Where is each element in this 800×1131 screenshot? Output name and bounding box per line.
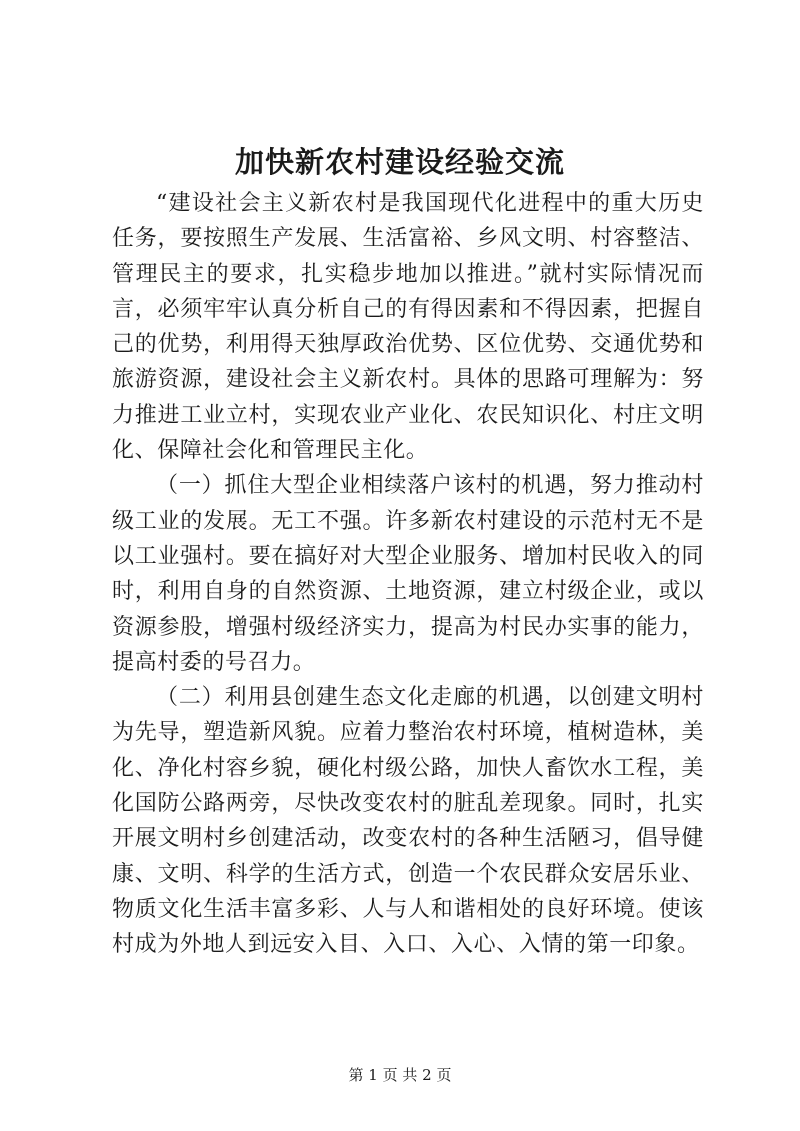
document-title: 加快新农村建设经验交流 — [234, 145, 565, 179]
document-body — [112, 186, 704, 963]
paragraph-section-2: （二）利用县创建生态文化走廊的机遇，以创建文明村为先导，塑造新风貌。应着力整治农村环境，植树造林，美化、净化村容乡貌，硬化村级公路，加快人畜饮水工程，美化国防公路两旁，尽快改变农村的脏乱差现象。同时，扎实开展文明村乡创建活动，改变农村的各种生活陋习，倡导健康、文明、科学的生活方式，创造一个农民群众安居乐业、物质文化生活丰富多彩、人与人和谐相处的良好环境。使该村成为外地人到远安入目、入口、入心、入情的第一印象。 — [112, 685, 704, 958]
page-footer — [0, 1064, 800, 1085]
paragraph-intro: “建设社会主义新农村是我国现代化进程中的重大历史任务，要按照生产发展、生活富裕、乡风文明、村容整洁、管理民主的要求，扎实稳步地加以推进。”就村实际情况而言，必须牢牢认真分析自己的有得因素和不得因素，把握自己的优势，利用得天独厚政治优势、区位优势、交通优势和旅游资源，建设社会主义新农村。具体的思路可理解为：努力推进工业立村，实现农业产业化、农民知识化、村庄文明化、保障社会化和管理民主化。 — [112, 191, 704, 464]
paragraph-section-1: （一）抓住大型企业相续落户该村的机遇，努力推动村级工业的发展。无工不强。许多新农村建设的示范村无不是以工业强村。要在搞好对大型企业服务、增加村民收入的同时，利用自身的自然资源、土地资源，建立村级企业，或以资源参股，增强村级经济实力，提高为村民办实事的能力，提高村委的号召力。 — [112, 473, 704, 675]
page-number-indicator: 第 1 页 共 2 页 — [348, 1066, 452, 1084]
